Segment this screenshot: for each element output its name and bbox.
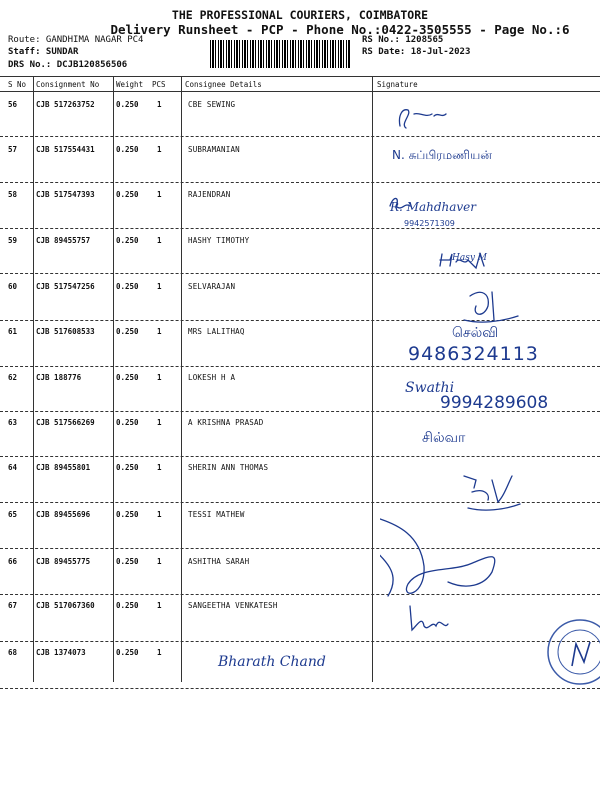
col-header-consignee: Consignee Details: [185, 80, 262, 89]
row-weight: 0.250: [116, 648, 139, 657]
row-weight: 0.250: [116, 601, 139, 610]
row-weight: 0.250: [116, 236, 139, 245]
row-weight: 0.250: [116, 510, 139, 519]
row-separator: [0, 688, 600, 689]
row-consignment-no: CJB 89455757: [36, 236, 91, 245]
row-consignment-no: CJB 517554431: [36, 145, 95, 154]
row-sno: 60: [8, 282, 18, 291]
row-sno: 59: [8, 236, 18, 245]
table-header-border: [0, 91, 600, 92]
signature-64: [464, 476, 520, 510]
signature-67: [410, 606, 448, 630]
row-weight: 0.250: [116, 557, 139, 566]
signature-59-text: Hasy M: [452, 253, 487, 263]
row-consignment-no: CJB 517566269: [36, 418, 95, 427]
row-consignment-no: CJB 517067360: [36, 601, 95, 610]
row-pcs: 1: [157, 557, 162, 566]
table-top-border: [0, 76, 600, 77]
row-sno: 63: [8, 418, 18, 427]
col-header-pcs: PCS: [152, 80, 166, 89]
signature-62: Swathi: [405, 380, 455, 396]
row-consignee: MRS LALITHAQ: [188, 327, 245, 336]
row-pcs: 1: [157, 145, 162, 154]
row-pcs: 1: [157, 418, 162, 427]
col-divider: [181, 76, 182, 682]
row-consignment-no: CJB 89455775: [36, 557, 91, 566]
row-pcs: 1: [157, 601, 162, 610]
row-consignee: A KRISHNA PRASAD: [188, 418, 264, 427]
row-consignment-no: CJB 89455696: [36, 510, 91, 519]
row-weight: 0.250: [116, 190, 139, 199]
row-sno: 56: [8, 100, 18, 109]
row-consignee: SELVARAJAN: [188, 282, 236, 291]
row-pcs: 1: [157, 463, 162, 472]
row-weight: 0.250: [116, 282, 139, 291]
signature-56: [399, 110, 446, 128]
row-consignee: ASHITHA SARAH: [188, 557, 250, 566]
signature-63: சில்வா: [422, 430, 466, 446]
row-consignment-no: CJB 1374073: [36, 648, 86, 657]
row-consignee: SHERIN ANN THOMAS: [188, 463, 269, 472]
staff-label: Staff: SUNDAR: [8, 47, 79, 57]
row-weight: 0.250: [116, 463, 139, 472]
row-weight: 0.250: [116, 418, 139, 427]
col-header-consignment: Consignment No: [36, 80, 100, 89]
barcode: [210, 40, 350, 68]
col-divider: [33, 76, 34, 682]
runsheet-title: Delivery Runsheet - PCP - Phone No.:0422-3505555 - Page No.:6: [110, 22, 570, 37]
row-weight: 0.250: [116, 327, 139, 336]
signature-61-phone: 9486324113: [408, 343, 539, 365]
row-pcs: 1: [157, 190, 162, 199]
row-sno: 64: [8, 463, 18, 472]
row-pcs: 1: [157, 373, 162, 382]
rs-number: RS No.: 1208565: [362, 35, 444, 45]
col-divider: [372, 76, 373, 682]
row-sno: 58: [8, 190, 18, 199]
row-weight: 0.250: [116, 145, 139, 154]
row-weight: 0.250: [116, 373, 139, 382]
col-header-signature: Signature: [377, 80, 418, 89]
row-sno: 62: [8, 373, 18, 382]
row-consignee: CBE SEWING: [188, 100, 236, 109]
row-consignment-no: CJB 517547393: [36, 190, 95, 199]
row-consignment-no: CJB 517608533: [36, 327, 95, 336]
row-pcs: 1: [157, 282, 162, 291]
stamp-signature: [572, 642, 590, 666]
signature-57: N. சுப்பிரமணியன்: [392, 148, 492, 162]
row-consignee: SANGEETHA VENKATESH: [188, 601, 278, 610]
row-pcs: 1: [157, 100, 162, 109]
row-sno: 57: [8, 145, 18, 154]
row-pcs: 1: [157, 327, 162, 336]
rs-date: RS Date: 18-Jul-2023: [362, 47, 471, 57]
row-pcs: 1: [157, 648, 162, 657]
row-pcs: 1: [157, 236, 162, 245]
row-sno: 67: [8, 601, 18, 610]
row-consignee: SUBRAMANIAN: [188, 145, 240, 154]
row-consignee: LOKESH H A: [188, 373, 236, 382]
col-header-weight: Weight: [116, 80, 144, 89]
row-sno: 65: [8, 510, 18, 519]
row-sno: 61: [8, 327, 18, 336]
route-label: Route: GANDHIMA NAGAR PC4: [8, 35, 144, 45]
row-consignee: RAJENDRAN: [188, 190, 231, 199]
row-sno: 68: [8, 648, 18, 657]
company-title: THE PROFESSIONAL COURIERS, COIMBATORE: [171, 8, 429, 22]
signature-58: R. Mahdhaver: [390, 200, 477, 214]
row-pcs: 1: [157, 510, 162, 519]
row-consignment-no: CJB 89455801: [36, 463, 91, 472]
row-weight: 0.250: [116, 100, 139, 109]
signature-58-phone: 9942571309: [404, 219, 455, 228]
drs-number: DRS No.: DCJB120856506: [8, 60, 128, 70]
row-sno: 66: [8, 557, 18, 566]
signature-60: [464, 292, 518, 322]
row-consignee: HASHY TIMOTHY: [188, 236, 250, 245]
row-consignment-no: CJB 188776: [36, 373, 82, 382]
col-header-sno: S No: [8, 80, 27, 89]
signature-61: செல்வி: [452, 325, 499, 341]
row-consignee: TESSI MATHEW: [188, 510, 245, 519]
signature-68: Bharath Chand: [218, 654, 326, 670]
signature-62-phone: 9994289608: [440, 393, 549, 413]
row-consignment-no: CJB 517263752: [36, 100, 95, 109]
row-consignment-no: CJB 517547256: [36, 282, 95, 291]
signature-65-66: [380, 516, 495, 596]
col-divider: [113, 76, 114, 682]
